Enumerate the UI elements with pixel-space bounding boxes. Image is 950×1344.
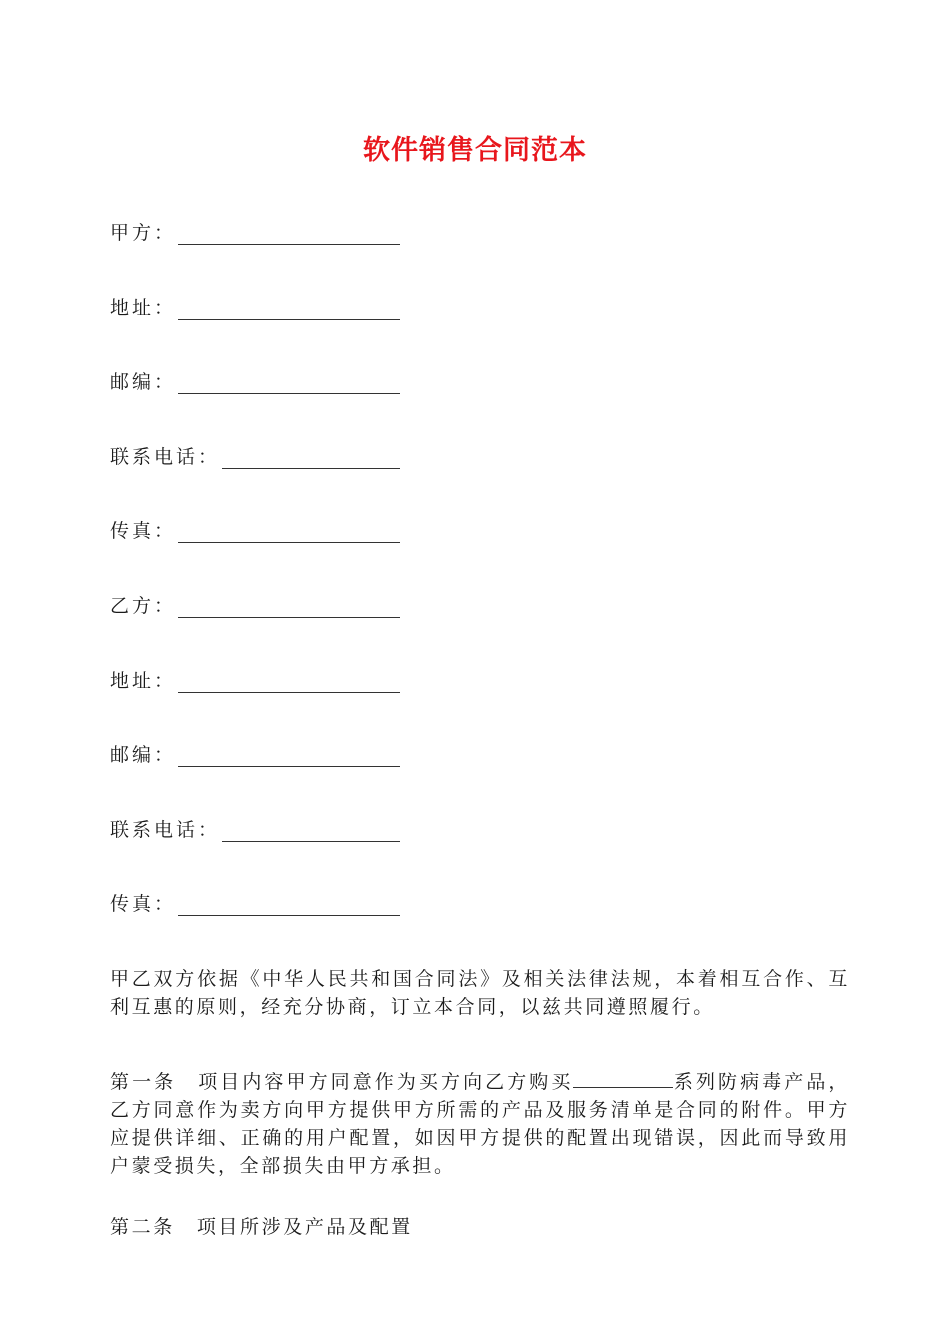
party-a-phone-label: 联系电话：: [110, 446, 221, 468]
party-a-fax-label: 传真：: [110, 520, 177, 542]
party-b-fax-field: [110, 890, 400, 916]
party-b-postcode-blank[interactable]: [178, 744, 400, 767]
party-a-postcode-label: 邮编：: [110, 371, 177, 393]
party-a-name-label: 甲方：: [110, 222, 177, 244]
party-b-name-label: 乙方：: [110, 595, 177, 617]
party-b-phone-blank[interactable]: [222, 819, 400, 842]
party-a-fax-blank[interactable]: [178, 520, 400, 543]
party-b-name-blank[interactable]: [178, 595, 400, 618]
party-a-address-blank[interactable]: [178, 297, 400, 320]
party-b-address-label: 地址：: [110, 670, 177, 692]
party-b-fax-blank[interactable]: [178, 893, 400, 916]
party-b-address-blank[interactable]: [178, 670, 400, 693]
party-b-name-field: [110, 592, 400, 618]
party-b-postcode-label: 邮编：: [110, 744, 177, 766]
article-1-product-blank[interactable]: [573, 1067, 673, 1088]
party-b-fax-label: 传真：: [110, 893, 177, 915]
party-b-address-field: [110, 667, 400, 693]
party-a-postcode-blank[interactable]: [178, 371, 400, 394]
party-a-name-blank[interactable]: [178, 222, 400, 245]
article-1-paragraph: [110, 1067, 850, 1180]
party-a-address-field: [110, 294, 400, 320]
party-a-fax-field: [110, 517, 400, 543]
document-title: 软件销售合同范本: [363, 135, 587, 166]
article-1-heading: 第一条: [110, 1071, 177, 1093]
party-a-phone-field: [110, 443, 400, 469]
party-b-postcode-field: [110, 741, 400, 767]
party-a-address-label: 地址：: [110, 297, 177, 319]
party-a-postcode-field: [110, 368, 400, 394]
preamble-paragraph: 甲乙双方依据《中华人民共和国合同法》及相关法律法规，本着相互合作、互利互惠的原则，经充分协商，订立本合同，以兹共同遵照履行。: [110, 968, 850, 1018]
article-1-text-after: 系列防病毒产品，乙方同意作为卖方向甲方提供甲方所需的产品及服务清单是合同的附件。甲方应提供详细、正确的用户配置，如因甲方提供的配置出现错误，因此而导致用户蒙受损失，全部损失由甲方承担。: [110, 1071, 850, 1177]
article-1-text-before: 项目内容甲方同意作为买方向乙方购买: [198, 1071, 574, 1093]
party-a-name-field: [110, 219, 400, 245]
article-2-text: 项目所涉及产品及配置: [196, 1216, 413, 1238]
party-a-phone-blank[interactable]: [222, 446, 400, 469]
party-b-phone-field: [110, 816, 400, 842]
party-b-phone-label: 联系电话：: [110, 819, 221, 841]
article-2-heading: 第二条: [110, 1216, 175, 1238]
article-2-paragraph: [110, 1213, 850, 1241]
